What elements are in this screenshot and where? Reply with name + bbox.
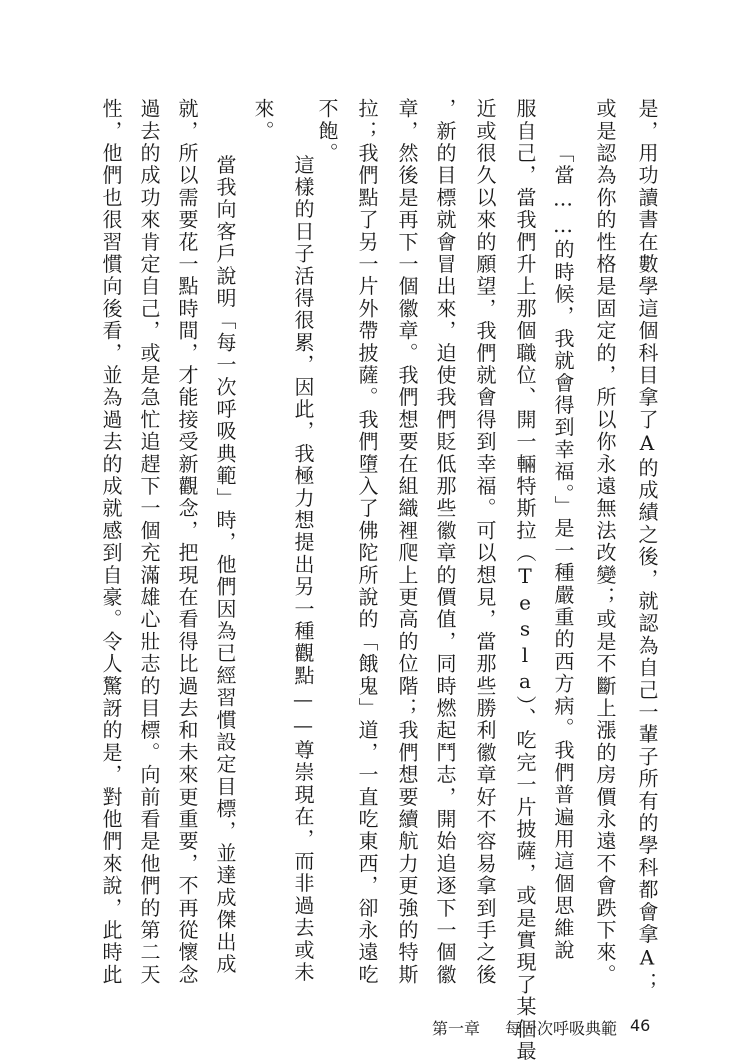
- text-column: 「當……的時候，我就會得到幸福。」是一種嚴重的西方病。我們普遍用這個思維說: [551, 130, 575, 962]
- page-number: 46: [630, 1016, 651, 1035]
- text-column: 來。: [251, 98, 275, 143]
- text-column: 近或很久以來的願望，我們就會得到幸福。可以想見，當那些勝利徽章好不容易拿到手之後: [473, 98, 497, 986]
- text-column: 章，然後是再下一個徽章。我們想要在組織裡爬上更高的位階；我們想要續航力更強的特斯: [395, 98, 419, 986]
- text-column: 拉；我們點了另一片外帶披薩。我們墮入了佛陀所說的「餓鬼」道，一直吃東西，卻永遠吃: [355, 98, 379, 986]
- text-column: 或是認為你的性格是固定的，所以你永遠無法改變；或是不斷上漲的房價永遠不會跌下來。: [593, 98, 617, 986]
- page-footer: [0, 1016, 750, 1046]
- text-column: 過去的成功來肯定自己，或是急忙追趕下一個充滿雄心壯志的目標。向前看是他們的第二天: [137, 98, 161, 986]
- text-column: 這樣的日子活得很累，因此，我極力想提出另一種觀點——尊崇現在，而非過去或未: [291, 132, 315, 984]
- text-column: 當我向客戶說明「每一次呼吸典範」時，他們因為已經習慣設定目標，並達成傑出成: [213, 132, 237, 976]
- text-column: 性，他們也很習慣向後看，並為過去的成就感到自豪。令人驚訝的是，對他們來說，此時此: [99, 98, 123, 986]
- text-column: 不飽。: [315, 98, 339, 165]
- footer-chapter: 第一章: [432, 1019, 481, 1038]
- text-column: 是，用功讀書在數學這個科目拿了A的成績之後，就認為自己一輩子所有的學科都會拿A；: [635, 98, 659, 994]
- text-column: 服自己，當我們升上那個職位、開一輛特斯拉（Tesla）、吃完一片披薩，或是實現了某個最: [513, 98, 537, 1063]
- text-column: 就，所以需要花一點時間，才能接受新觀念，把現在看得比過去和未來更重要，不再從懷念: [175, 98, 199, 986]
- footer-title: 每一次呼吸典範: [505, 1019, 618, 1038]
- text-column: ，新的目標就會冒出來，迫使我們貶低那些徽章的價值，同時燃起鬥志，開始追逐下一個徽: [433, 98, 457, 986]
